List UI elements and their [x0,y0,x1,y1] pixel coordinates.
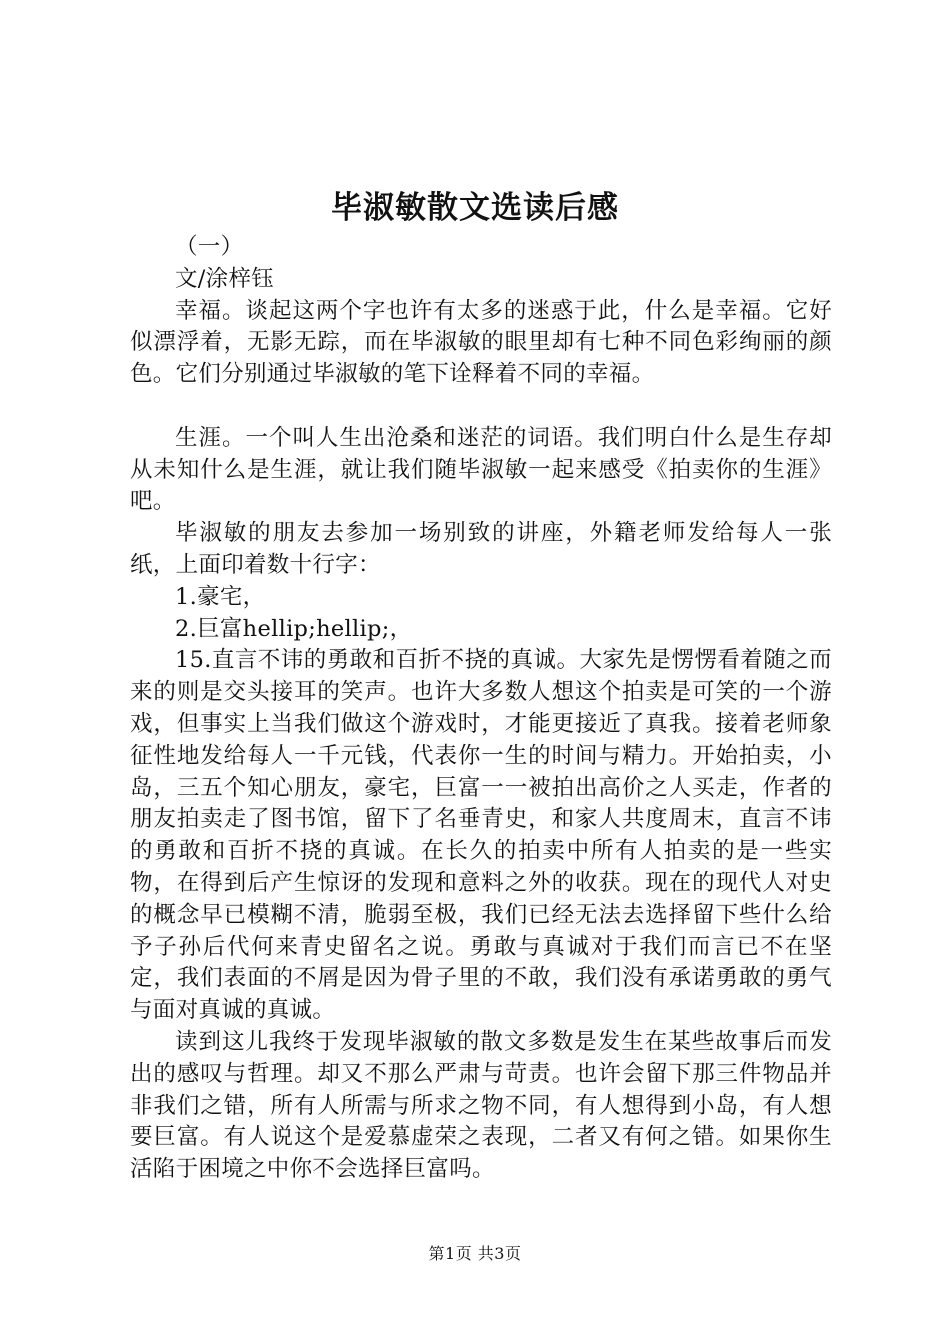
section-number: （一） [175,234,244,260]
document-body [130,232,832,1186]
author-line: 文/涂梓钰 [175,265,275,292]
list-item-1: 1.豪宅， [175,583,266,610]
page-footer: 第1页 共3页 [428,1244,522,1263]
list-item-2: 2.巨富hellip;hellip;， [175,615,413,642]
paragraph-auction: 15.直言不讳的勇敢和百折不挠的真诚。大家先是愣愣看着随之而来的则是交头接耳的笑声。也许大多数人想这个拍卖是可笑的一个游戏，但事实上当我们做这个游戏时，才能更接近了真我。接着老师象征性地发给每人一千元钱，代表你一生的时间与精力。开始拍卖，小岛，三五个知心朋友，豪宅，巨富一一被拍出高价之人买走，作者的朋友拍卖走了图书馆，留下了名垂青史，和家人共度周末，直言不讳的勇敢和百折不挠的真诚。在长久的拍卖中所有人拍卖的是一些实物，在得到后产生惊讶的发现和意料之外的收获。现在的现代人对史的概念早已模糊不清，脆弱至极，我们已经无法去选择留下些什么给予子孙后代何来青史留名之说。勇敢与真诚对于我们而言已不在坚定，我们表面的不屑是因为骨子里的不敢，我们没有承诺勇敢的勇气与面对真诚的真诚。 [130,647,832,1024]
paragraph-reflection: 读到这儿我终于发现毕淑敏的散文多数是发生在某些故事后而发出的感叹与哲理。却又不那么严肃与苛责。也许会留下那三件物品并非我们之错，所有人所需与所求之物不同，有人想得到小岛，有人想要巨富。有人说这个是爱慕虚荣之表现，二者又有何之错。如果你生活陷于困境之中你不会选择巨富吗。 [130,1028,832,1183]
paragraph-happiness: 幸福。谈起这两个字也许有太多的迷惑于此，什么是幸福。它好似漂浮着，无影无踪，而在毕淑敏的眼里却有七种不同色彩绚丽的颜色。它们分别通过毕淑敏的笔下诠释着不同的幸福。 [130,297,832,388]
paragraph-lecture: 毕淑敏的朋友去参加一场别致的讲座，外籍老师发给每人一张纸，上面印着数十行字： [130,520,832,578]
paragraph-career: 生涯。一个叫人生出沧桑和迷茫的词语。我们明白什么是生存却从未知什么是生涯，就让我们随毕淑敏一起来感受《拍卖你的生涯》吧。 [130,424,832,515]
document-title: 毕淑敏散文选读后感 [331,190,619,226]
